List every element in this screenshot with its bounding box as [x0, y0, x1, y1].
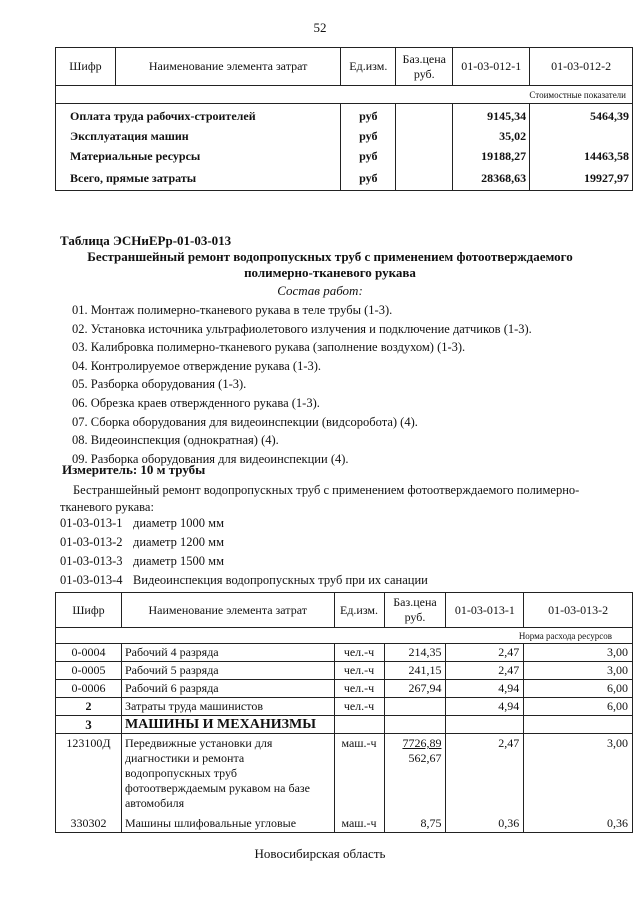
table-header [56, 593, 633, 628]
col-name: Наименование элемента затрат [115, 48, 340, 86]
table-row: Эксплуатация машин руб 35,02 [56, 126, 633, 146]
table-caption: Бестраншейный ремонт водопропускных труб с применением фотоотверждаемого полимерно-тканевого рукава [87, 249, 573, 280]
resource-table-013 [55, 592, 633, 833]
table-row: 0-0005 Рабочий 5 разряда чел.-ч 241,15 2,47 3,00 [56, 662, 633, 680]
base-price-secondary: 562,67 [408, 751, 442, 765]
description: Бестраншейный ремонт водопропускных труб с применением фотоотверждаемого полимерно-тканевого рукава: [60, 483, 580, 514]
variant-text: диаметр 1000 мм [133, 516, 224, 530]
table-row: 0-0006 Рабочий 6 разряда чел.-ч 267,94 4,94 6,00 [56, 680, 633, 698]
col-code: Шифр [56, 48, 116, 86]
list-item: 03. Калибровка полимерно-тканевого рукава (заполнение воздухом) (1-3). [72, 340, 466, 355]
composition-title: Состав работ: [277, 283, 363, 298]
variant-text: Видеоинспекция водопропускных труб при их санации [133, 573, 428, 587]
col-code: Шифр [56, 593, 122, 628]
variants-list [60, 514, 428, 590]
table-title: Таблица ЭСНиЕРр-01-03-013 [60, 233, 232, 248]
variant-code: 01-03-013-1 [60, 516, 123, 530]
col-v2: 01-03-013-2 [524, 593, 633, 628]
list-item [60, 533, 428, 552]
col-name: Наименование элемента затрат [121, 593, 334, 628]
col-v1: 01-03-013-1 [446, 593, 524, 628]
list-item [60, 552, 428, 571]
table-row: Материальные ресурсы руб 19188,27 14463,58 [56, 146, 633, 166]
list-item: 08. Видеоинспекция (однократная) (4). [72, 433, 279, 448]
variant-code: 01-03-013-3 [60, 554, 123, 568]
col-price: Баз.цена руб. [396, 48, 453, 86]
list-item [60, 571, 428, 590]
variant-code: 01-03-013-4 [60, 573, 123, 587]
works-list [72, 301, 532, 468]
col-v1: 01-03-012-1 [453, 48, 530, 86]
measure-unit: Измеритель: 10 м трубы [62, 462, 206, 477]
variant-text: диаметр 1200 мм [133, 535, 224, 549]
page-number: 52 [313, 20, 327, 35]
list-item: 04. Контролируемое отверждение рукава (1-3). [72, 358, 322, 373]
col-unit: Ед.изм. [334, 593, 384, 628]
cost-table-012 [55, 47, 633, 191]
col-unit: Ед.изм. [341, 48, 396, 86]
section-row: 3 МАШИНЫ И МЕХАНИЗМЫ [56, 716, 633, 734]
table-row: Оплата труда рабочих-строителей руб 9145,34 5464,39 [56, 104, 633, 127]
list-item: 01. Монтаж полимерно-тканевого рукава в теле трубы (1-3). [72, 303, 393, 317]
list-item: 05. Разборка оборудования (1-3). [72, 377, 247, 392]
table-row: 330302 Машины шлифовальные угловые маш.-ч 8,75 0,36 0,36 [56, 811, 633, 833]
list-item: 07. Сборка оборудования для видеоинспекции (видсоробота) (4). [72, 414, 418, 429]
table-subheader: Норма расхода ресурсов [56, 628, 633, 644]
list-item: 06. Обрезка краев отвержденного рукава (1-3). [72, 395, 320, 410]
col-v2: 01-03-012-2 [530, 48, 633, 86]
footer-region: Новосибирская область [254, 846, 386, 861]
list-item: 09. Разборка оборудования для видеоинспекции (4). [72, 451, 349, 466]
col-price: Баз.цена руб. [384, 593, 446, 628]
list-item: 02. Установка источника ультрафиолетового излучения и подключение датчиков (1-3). [72, 321, 532, 336]
base-price: 7726,89 [402, 736, 442, 750]
table-subheader: Стоимостные показатели [56, 86, 633, 104]
variant-text: диаметр 1500 мм [133, 554, 224, 568]
table-row: Всего, прямые затраты руб 28368,63 19927,97 [56, 166, 633, 191]
table-header [56, 48, 633, 86]
list-item [60, 514, 428, 533]
table-row: 2 Затраты труда машинистов чел.-ч 4,94 6,00 [56, 698, 633, 716]
table-row: 0-0004 Рабочий 4 разряда чел.-ч 214,35 2,47 3,00 [56, 644, 633, 662]
variant-code: 01-03-013-2 [60, 535, 123, 549]
table-row: 123100Д Передвижные установки для диагностики и ремонта водопропускных труб фотоотверждаемым рукавом на базе автомобиля маш.-ч 7726,89 562,67 2,47 3,00 [56, 734, 633, 812]
